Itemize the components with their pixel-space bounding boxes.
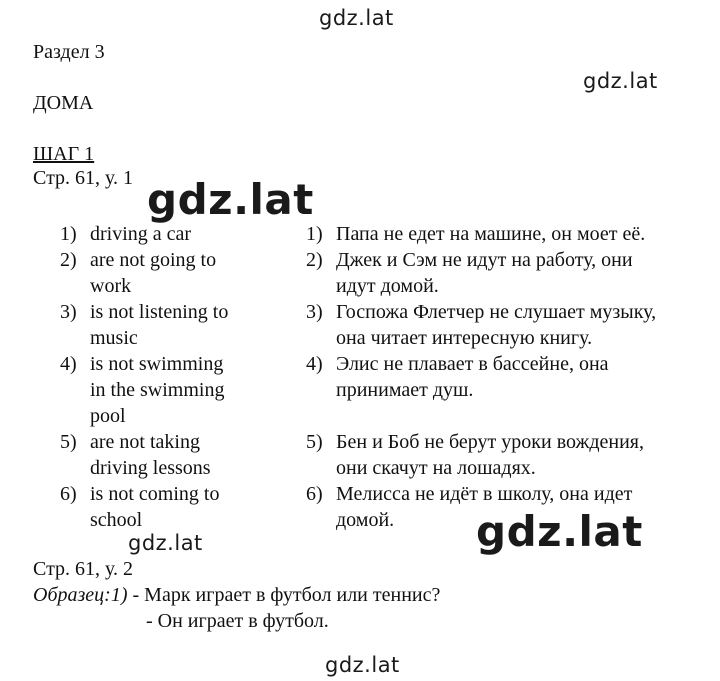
item-number: 4) xyxy=(306,353,323,375)
watermark: gdz.lat xyxy=(583,69,658,93)
exercise-ref: Стр. 61, у. 2 xyxy=(33,558,134,580)
list-item xyxy=(60,299,300,351)
example-question: - Марк играет в футбол или теннис? xyxy=(127,584,441,606)
list-item xyxy=(306,247,716,299)
watermark: gdz.lat xyxy=(319,6,394,30)
answers-english xyxy=(60,221,300,533)
item-text: is not listening to xyxy=(90,301,229,323)
item-number: 6) xyxy=(60,483,77,505)
item-text: is not swimming xyxy=(90,353,224,375)
item-number: 3) xyxy=(60,301,77,323)
list-item xyxy=(60,429,300,481)
example-answer: - Он играет в футбол. xyxy=(146,610,329,632)
list-item xyxy=(306,221,716,247)
item-text: Бен и Боб не берут уроки вождения, xyxy=(336,431,644,453)
watermark: gdz.lat xyxy=(128,531,203,555)
item-text: она читает интересную книгу. xyxy=(336,327,593,349)
item-text: driving a car xyxy=(90,223,192,245)
item-text: идут домой. xyxy=(336,275,439,297)
item-text: in the swimming xyxy=(90,379,225,401)
list-item xyxy=(306,481,716,533)
item-number: 4) xyxy=(60,353,77,375)
item-text: is not coming to xyxy=(90,483,220,505)
item-text: are not taking xyxy=(90,431,200,453)
item-text: Госпожа Флетчер не слушает музыку, xyxy=(336,301,657,323)
list-item xyxy=(306,429,716,481)
item-text: принимает душ. xyxy=(336,379,474,401)
item-number: 2) xyxy=(60,249,77,271)
item-text: school xyxy=(90,509,143,531)
item-text: Элис не плавает в бассейне, она xyxy=(336,353,609,375)
section-heading: Раздел 3 xyxy=(33,41,105,63)
item-number: 5) xyxy=(306,431,323,453)
watermark: gdz.lat xyxy=(147,175,314,224)
unit-title: ДОМА xyxy=(33,92,94,114)
item-number: 6) xyxy=(306,483,323,505)
example-label: Образец:1) xyxy=(33,584,128,606)
step-heading: ШАГ 1 xyxy=(33,143,95,165)
item-text: music xyxy=(90,327,138,349)
list-item xyxy=(60,247,300,299)
watermark: gdz.lat xyxy=(325,653,400,677)
item-number: 2) xyxy=(306,249,323,271)
list-item xyxy=(306,351,716,429)
list-item xyxy=(306,299,716,351)
exercise-ref: Стр. 61, у. 1 xyxy=(33,167,134,189)
watermark: gdz.lat xyxy=(476,507,643,556)
answers-russian xyxy=(306,221,716,533)
item-text: домой. xyxy=(336,509,395,531)
list-item xyxy=(60,351,300,429)
item-text: Мелисса не идёт в школу, она идет xyxy=(336,483,633,505)
item-text: are not going to xyxy=(90,249,217,271)
item-text: Папа не едет на машине, он моет её. xyxy=(336,223,646,245)
item-text: work xyxy=(90,275,132,297)
item-text: Джек и Сэм не идут на работу, они xyxy=(336,249,633,271)
item-text: они скачут на лошадях. xyxy=(336,457,536,479)
item-text: pool xyxy=(90,405,126,427)
item-number: 5) xyxy=(60,431,77,453)
example-line xyxy=(33,583,440,607)
item-text: driving lessons xyxy=(90,457,211,479)
list-item xyxy=(60,221,300,247)
item-number: 3) xyxy=(306,301,323,323)
item-number: 1) xyxy=(60,223,77,245)
item-number: 1) xyxy=(306,223,323,245)
list-item xyxy=(60,481,300,533)
